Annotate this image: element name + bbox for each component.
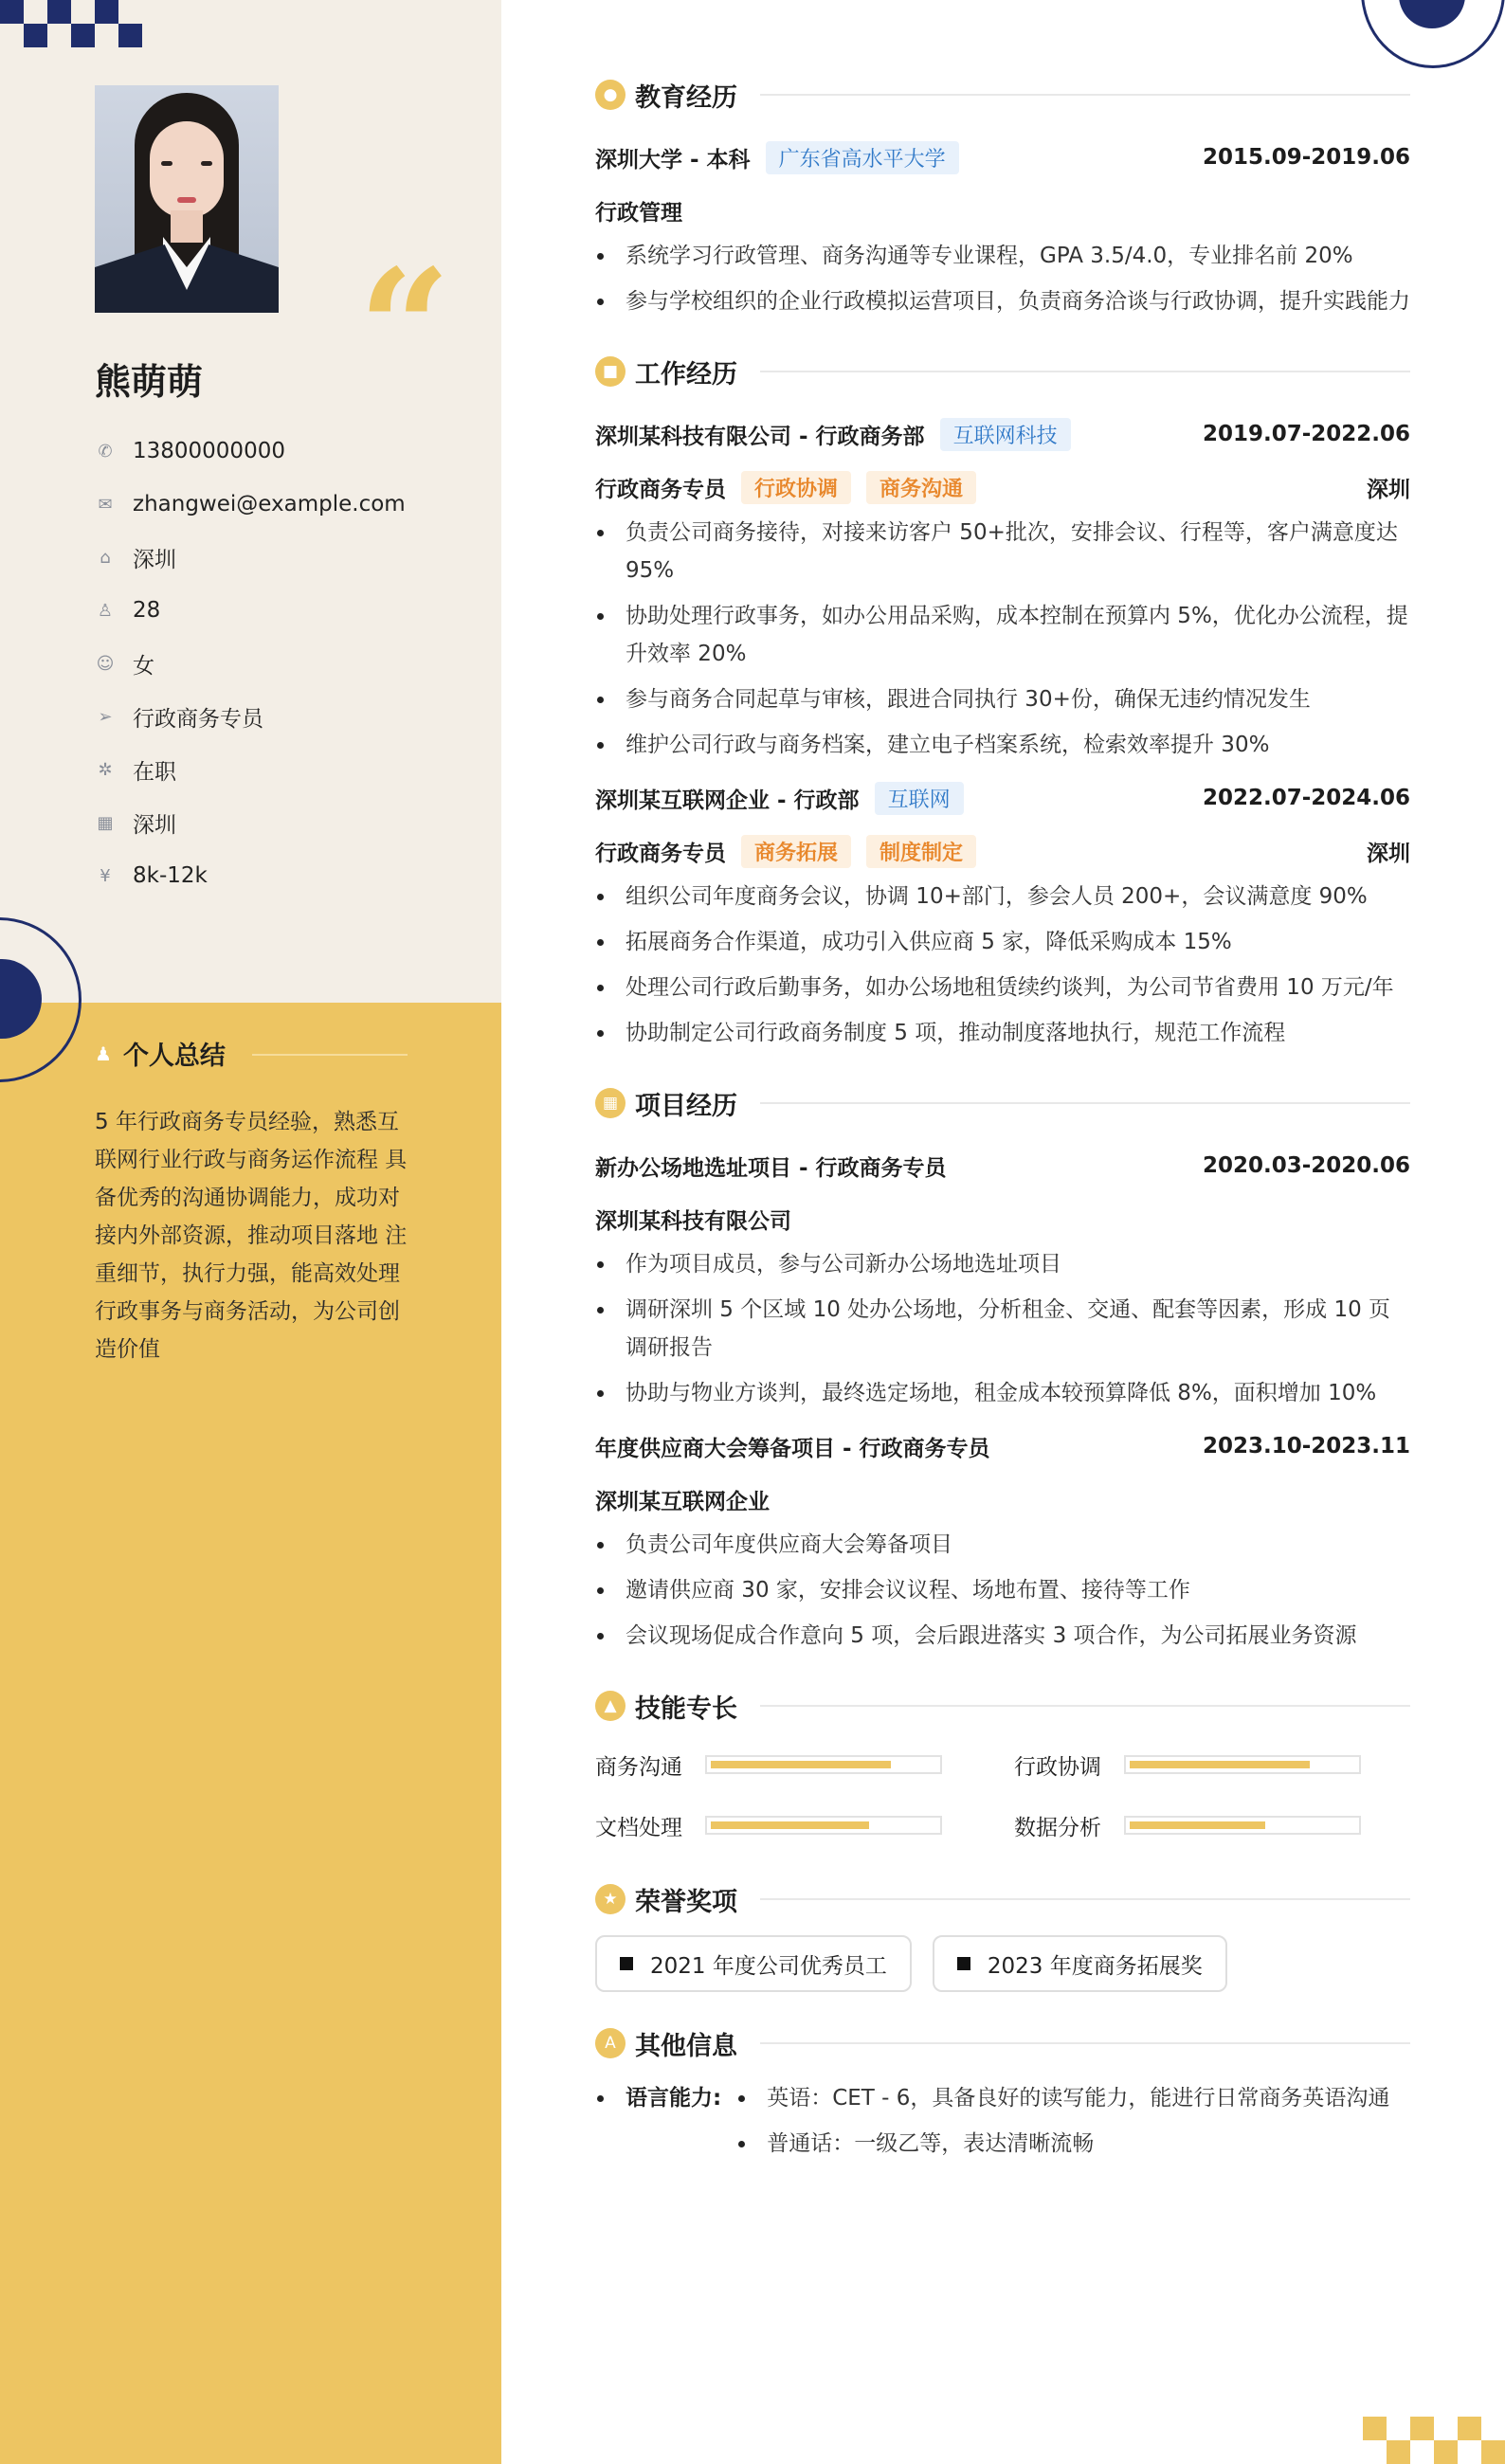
list-item: 组织公司年度商务会议，协调 10+部门，参会人员 200+，会议满意度 90% [595,878,1410,915]
role-tag: 行政协调 [741,471,851,504]
skill-item [1014,1742,1410,1787]
job-header [595,771,1410,824]
education-row [595,131,1410,184]
list-item: 拓展商务合作渠道，成功引入供应商 5 家，降低采购成本 15% [595,923,1410,961]
section-title: 项目经历 [635,1091,737,1121]
job-bullets [595,878,1410,1052]
contact-location [95,531,406,584]
contact-text: 13800000000 [133,439,285,463]
list-item: 协助与物业方谈判，最终选定场地，租金成本较预算降低 8%，面积增加 10% [595,1374,1410,1412]
info-icon: A [595,2028,626,2058]
section-divider [760,2042,1410,2044]
contact-list [95,425,406,902]
contact-gender [95,637,406,690]
skill-grid [595,1742,1410,1848]
skill-bar-fill [711,1761,891,1768]
profile-name: 熊萌萌 [95,361,204,403]
square-bullet-icon [620,1957,633,1970]
awards-section [595,1873,1410,1992]
company-name: 深圳某科技有限公司 - 行政商务部 [595,424,925,449]
list-item: 普通话：一级乙等，表达清晰流畅 [736,2125,1389,2163]
list-item: 维护公司行政与商务档案，建立电子档案系统，检索效率提升 30% [595,726,1410,764]
status-icon: ✲ [98,759,113,780]
major: 行政管理 [595,200,682,226]
section-header [595,1679,1410,1732]
salary-icon: ¥ [100,865,111,886]
list-item: 系统学习行政管理、商务沟通等专业课程，GPA 3.5/4.0，专业排名前 20% [595,237,1410,275]
project-bullets [595,1245,1410,1412]
graduation-cap-icon: ● [595,80,626,110]
phone-icon: ✆ [98,441,113,462]
skill-name: 数据分析 [1014,1815,1101,1840]
building-icon: ▦ [97,812,114,833]
summary-title: 个人总结 [122,1042,226,1071]
job-role-row [595,461,1410,514]
section-divider [760,1705,1410,1707]
contact-salary [95,849,406,902]
list-item: 会议现场促成合作意向 5 项，会后跟进落实 3 项合作，为公司拓展业务资源 [595,1617,1410,1655]
role-tag: 商务拓展 [741,835,851,868]
checker-decoration-top-left [0,0,142,47]
project-header [595,1420,1410,1473]
skill-item [595,1742,1014,1787]
section-divider [760,1898,1410,1900]
skills-section [595,1679,1410,1848]
school-name: 深圳大学 - 本科 [595,147,751,172]
section-header [595,345,1410,398]
contact-city [95,796,406,849]
job-bullets [595,514,1410,764]
education-period: 2015.09-2019.06 [1202,145,1410,170]
contact-text: zhangwei@example.com [133,492,406,516]
section-divider [760,371,1410,372]
list-item: 作为项目成员，参与公司新办公场地选址项目 [595,1245,1410,1283]
job-role-row [595,824,1410,878]
quote-mark-icon: “ [358,234,451,424]
gender-icon: ☺ [96,653,115,674]
skill-bar [705,1816,942,1835]
sidebar [0,0,501,2464]
contact-text: 女 [133,653,154,679]
other-section [595,2017,1410,2170]
education-bullets [595,237,1410,320]
list-item: 调研深圳 5 个区域 10 处办公场地，分析租金、交通、配套等因素，形成 10 页调研报告 [595,1291,1410,1367]
main-content [595,68,1410,2195]
section-title: 教育经历 [635,82,737,113]
award-list [595,1935,1410,1992]
section-header [595,1873,1410,1926]
project-org-row [595,1192,1410,1245]
skill-item [595,1803,1014,1848]
major-row [595,184,1410,237]
skill-bar [705,1755,942,1774]
section-divider [760,1102,1410,1104]
job-city: 深圳 [1367,841,1410,866]
section-title: 荣誉奖项 [635,1887,737,1917]
skill-bar-fill [1130,1761,1310,1768]
summary-heading [95,1035,226,1072]
award-badge [595,1935,912,1992]
grid-icon: ▦ [595,1088,626,1118]
industry-tag: 互联网 [875,782,964,815]
list-item: 参与商务合同起草与审核，跟进合同执行 30+份，确保无违约情况发生 [595,680,1410,718]
award-text: 2023 年度商务拓展奖 [987,1953,1203,1979]
section-header [595,2017,1410,2070]
project-org: 深圳某互联网企业 [595,1489,770,1514]
section-header [595,1077,1410,1130]
job-role: 行政商务专员 [595,477,726,502]
project-name: 年度供应商大会筹备项目 - 行政商务专员 [595,1436,990,1461]
skill-item [1014,1803,1410,1848]
summary-divider [252,1054,408,1056]
job-role: 行政商务专员 [595,841,726,866]
send-icon: ➢ [98,706,113,727]
skill-bar [1124,1816,1361,1835]
language-list [736,2079,1389,2170]
job-city: 深圳 [1367,477,1410,502]
contact-text: 28 [133,598,161,623]
education-section [595,68,1410,320]
project-period: 2020.03-2020.06 [1202,1153,1410,1178]
section-title: 其他信息 [635,2031,737,2061]
contact-text: 行政商务专员 [133,706,263,732]
projects-section [595,1077,1410,1655]
contact-text: 深圳 [133,812,176,838]
skill-bar [1124,1755,1361,1774]
ring-decoration-top-right [1361,0,1505,68]
trophy-icon: ★ [595,1884,626,1914]
job-period: 2022.07-2024.06 [1202,786,1410,810]
role-tag: 制度制定 [866,835,976,868]
skill-name: 行政协调 [1014,1754,1101,1780]
language-label: 语言能力: [595,2079,721,2170]
chart-icon: ▲ [595,1691,626,1721]
contact-status [95,743,406,796]
square-bullet-icon [957,1957,970,1970]
award-badge [933,1935,1227,1992]
work-section [595,345,1410,1052]
list-item: 负责公司商务接待，对接来访客户 50+批次，安排会议、行程等，客户满意度达 95% [595,514,1410,589]
age-icon: ♙ [97,600,114,621]
project-period: 2023.10-2023.11 [1202,1434,1410,1458]
contact-text: 在职 [133,759,176,785]
list-item: 参与学校组织的企业行政模拟运营项目，负责商务洽谈与行政协调，提升实践能力 [595,282,1410,320]
project-name: 新办公场地选址项目 - 行政商务专员 [595,1155,947,1181]
list-item: 协助制定公司行政商务制度 5 项，推动制度落地执行，规范工作流程 [595,1014,1410,1052]
section-header [595,68,1410,121]
list-item: 协助处理行政事务，如办公用品采购，成本控制在预算内 5%，优化办公流程，提升效率 20% [595,597,1410,673]
project-bullets [595,1526,1410,1655]
home-icon: ⌂ [100,547,111,568]
section-title: 工作经历 [635,359,737,390]
mail-icon: ✉ [98,494,113,515]
list-item: 英语：CET - 6，具备良好的读写能力，能进行日常商务英语沟通 [736,2079,1389,2117]
list-item: 邀请供应商 30 家，安排会议议程、场地布置、接待等工作 [595,1571,1410,1609]
user-icon: ♟ [95,1042,112,1065]
contact-text: 深圳 [133,547,176,572]
contact-position [95,690,406,743]
summary-text: 5 年行政商务专员经验，熟悉互联网行业行政与商务运作流程 具备优秀的沟通协调能力，成功对接内外部资源，推动项目落地 注重细节，执行力强，能高效处理行政事务与商务活动，为公司创造价值 [95,1110,408,1362]
project-header [595,1139,1410,1192]
section-title: 技能专长 [635,1694,737,1724]
skill-bar-fill [1130,1821,1265,1829]
job-header [595,408,1410,461]
project-org-row [595,1473,1410,1526]
profile-photo [95,85,279,313]
company-name: 深圳某互联网企业 - 行政部 [595,788,860,813]
industry-tag: 互联网科技 [940,418,1071,451]
contact-text: 8k-12k [133,863,208,888]
contact-phone [95,425,406,478]
skill-name: 商务沟通 [595,1754,682,1780]
list-item: 处理公司行政后勤事务，如办公场地租赁续约谈判，为公司节省费用 10 万元/年 [595,969,1410,1006]
section-divider [760,94,1410,96]
school-tag: 广东省高水平大学 [766,141,959,174]
job-period: 2019.07-2022.06 [1202,422,1410,446]
checker-decoration-bottom-right [1363,2417,1505,2464]
list-item: 负责公司年度供应商大会筹备项目 [595,1526,1410,1564]
award-text: 2021 年度公司优秀员工 [650,1953,887,1979]
role-tag: 商务沟通 [866,471,976,504]
contact-age [95,584,406,637]
skill-bar-fill [711,1821,869,1829]
project-org: 深圳某科技有限公司 [595,1208,791,1234]
contact-email [95,478,406,531]
language-info [595,2079,1410,2170]
briefcase-icon: ■ [595,356,626,387]
skill-name: 文档处理 [595,1815,682,1840]
